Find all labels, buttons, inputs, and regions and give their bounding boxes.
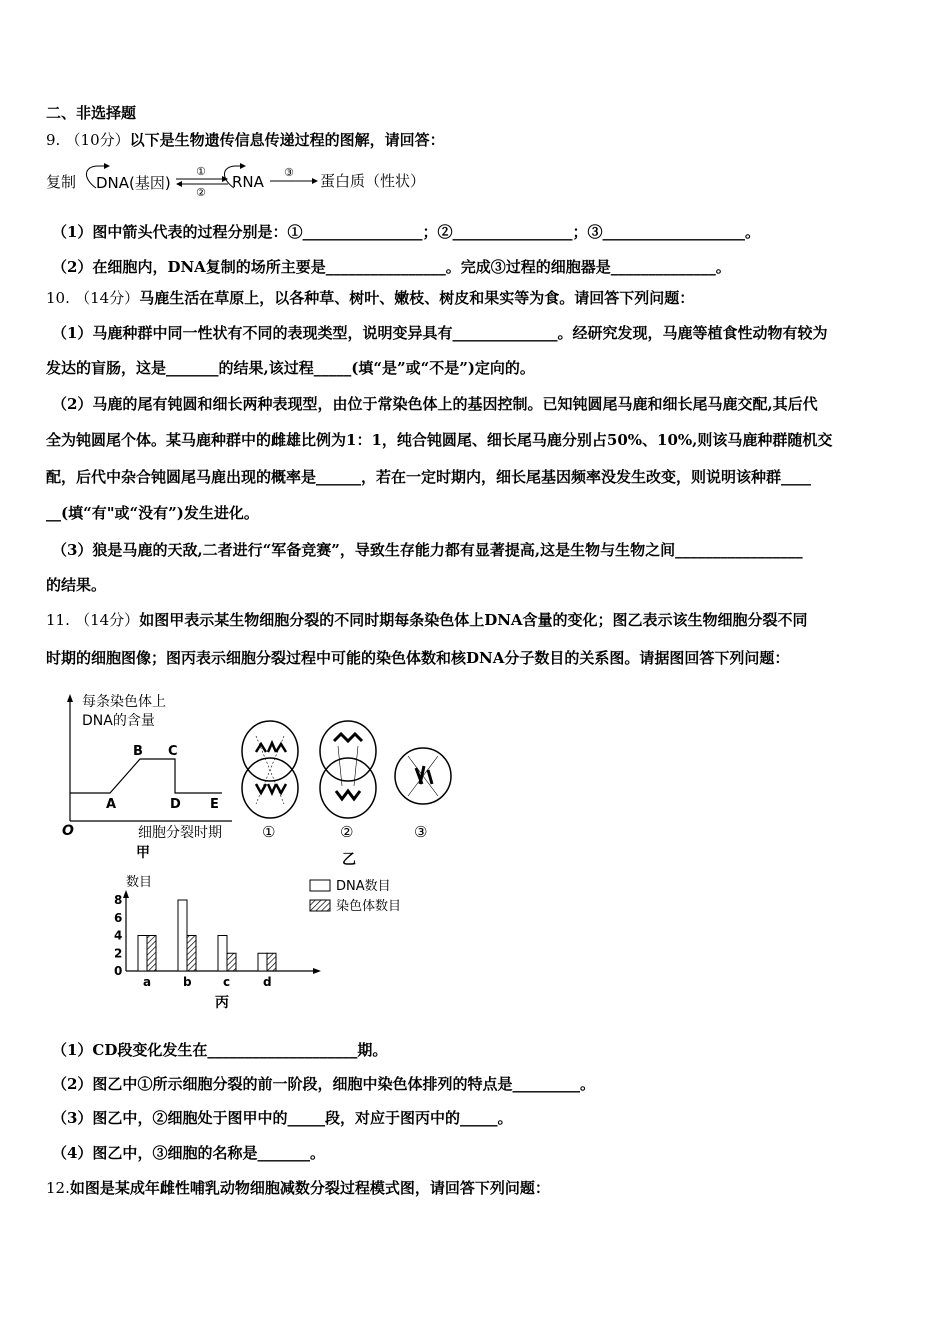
question-text: 如图是某成年雌性哺乳动物细胞减数分裂过程模式图，请回答下列问题： xyxy=(69,1179,550,1197)
cell-2-anaphase xyxy=(320,721,376,818)
question-number: 10. xyxy=(46,289,70,307)
cell-3-metaphase xyxy=(395,748,451,804)
yi-caption: 乙 xyxy=(342,852,356,866)
figure-jia-dna-content-graph xyxy=(60,688,240,860)
bing-category-d: d xyxy=(263,975,272,989)
arrow-2-label: ② xyxy=(196,186,206,199)
jia-dna-curve xyxy=(70,759,222,793)
legend-chromosome-label: 染色体数目 xyxy=(336,899,402,914)
section-title: 二、非选择题 xyxy=(46,104,137,122)
jia-point-a: A xyxy=(106,797,117,812)
question-score: （10分） xyxy=(65,131,130,149)
bing-caption: 丙 xyxy=(215,995,229,1011)
question-12-stem xyxy=(46,1178,550,1198)
bar-c-dna xyxy=(218,936,227,972)
jia-point-d: D xyxy=(170,797,181,812)
question-10-part-2-line-3: 配，后代中杂合钝圆尾马鹿出现的概率是______，若在一定时期内，细长尾基因频率没发生改变，则说明该种群____ xyxy=(46,468,812,486)
question-9-stem xyxy=(46,130,445,150)
arrowhead-icon xyxy=(240,163,246,169)
question-10-stem xyxy=(46,288,694,308)
arrowhead-icon xyxy=(313,968,321,974)
bar-b-chromosome xyxy=(187,936,196,972)
jia-point-b: B xyxy=(133,744,143,759)
arrow-3-label: ③ xyxy=(284,166,294,179)
bing-ytick-4: 4 xyxy=(114,928,123,943)
question-9-part-2: （2）在细胞内，DNA复制的场所主要是________________。完成③过程的细胞器是______________。 xyxy=(52,258,731,276)
bing-ytick-0: 0 xyxy=(114,964,123,978)
arrowhead-icon xyxy=(312,178,318,184)
jia-ylabel-line-1: 每条染色体上 xyxy=(82,694,166,710)
question-11-part-2: （2）图乙中①所示细胞分裂的前一阶段，细胞中染色体排列的特点是_________。 xyxy=(52,1075,595,1093)
arrowhead-icon xyxy=(104,163,110,169)
bing-ytick-8: 8 xyxy=(114,893,123,907)
cell-label-2: ② xyxy=(340,823,354,841)
arrowhead-icon xyxy=(123,890,129,898)
arrow-1-label: ① xyxy=(196,165,206,178)
question-text: 马鹿生活在草原上，以各种草、树叶、嫩枝、树皮和果实等为食。请回答下列问题： xyxy=(139,289,695,307)
bing-category-a: a xyxy=(143,975,152,989)
rna-label: RNA xyxy=(232,173,264,191)
question-10-part-1-line-2: 发达的盲肠，这是_______的结果,该过程_____(填“是”或“不是”)定向的。 xyxy=(46,359,535,377)
jia-ylabel-line-2: DNA的含量 xyxy=(82,713,155,729)
question-10-part-3-line-2: 的结果。 xyxy=(46,576,107,594)
bing-ylabel: 数目 xyxy=(126,875,153,890)
legend-dna-label: DNA数目 xyxy=(336,879,391,894)
question-text: 如图甲表示某生物细胞分裂的不同时期每条染色体上DNA含量的变化；图乙表示该生物细胞分裂不同 xyxy=(139,611,808,629)
gene-expression-diagram xyxy=(44,160,444,202)
bing-category-b: b xyxy=(183,975,192,989)
bing-ytick-6: 6 xyxy=(114,910,123,925)
jia-origin: O xyxy=(62,823,74,839)
arrowhead-icon xyxy=(176,181,182,187)
bar-a-dna xyxy=(138,936,147,972)
replicate-label: 复制 xyxy=(46,173,77,191)
question-10-part-3-line-1: （3）狼是马鹿的天敌,二者进行“军备竞赛”，导致生存能力都有显著提高,这是生物与生物之间_________________ xyxy=(52,541,803,559)
question-number: 11. xyxy=(46,611,70,629)
question-11-stem-line-2: 时期的细胞图像；图丙表示细胞分裂过程中可能的染色体数和核DNA分子数目的关系图。请据图回答下列问题： xyxy=(46,649,790,667)
question-11-part-4: （4）图乙中，③细胞的名称是_______。 xyxy=(52,1144,325,1162)
question-10-part-1-line-1: （1）马鹿种群中同一性状有不同的表现类型，说明变异具有______________。经研究发现，马鹿等植食性动物有较为 xyxy=(52,324,828,342)
question-10-part-2-line-1: （2）马鹿的尾有钝圆和细长两种表现型，由位于常染色体上的基因控制。已知钝圆尾马鹿和细长尾马鹿交配,其后代 xyxy=(52,395,818,413)
bar-d-dna xyxy=(258,953,267,971)
figure-yi-cell-images xyxy=(238,716,460,866)
question-text: 以下是生物遗传信息传递过程的图解，请回答： xyxy=(129,131,445,149)
cell-label-1: ① xyxy=(262,823,276,841)
legend-dna-swatch xyxy=(310,880,330,891)
question-10-part-2-line-2: 全为钝圆尾个体。某马鹿种群中的雌雄比例为1：1，纯合钝圆尾、细长尾马鹿分别占50%、10%,则该马鹿种群随机交 xyxy=(46,431,833,449)
jia-point-e: E xyxy=(210,797,219,812)
legend-chromosome-swatch xyxy=(310,900,330,911)
question-11-part-3: （3）图乙中，②细胞处于图甲中的_____段，对应于图丙中的_____。 xyxy=(52,1109,513,1127)
bar-c-chromosome xyxy=(227,953,236,971)
protein-label: 蛋白质（性状） xyxy=(320,172,426,190)
bing-ytick-2: 2 xyxy=(114,946,123,961)
question-number: 12. xyxy=(46,1179,70,1197)
bar-a-chromosome xyxy=(147,936,156,972)
question-10-part-2-line-4: __(填“有"或“没有”)发生进化。 xyxy=(46,504,259,522)
question-number: 9. xyxy=(46,131,61,149)
jia-xlabel: 细胞分裂时期 xyxy=(138,825,222,841)
bar-d-chromosome xyxy=(267,953,276,971)
question-11-stem-line-1 xyxy=(46,610,808,630)
dna-label: DNA(基因) xyxy=(96,174,171,192)
question-9-part-1: （1）图中箭头代表的过程分别是：①________________；②________________；③___________________。 xyxy=(52,223,760,241)
question-score: （14分） xyxy=(75,611,140,629)
cell-label-3: ③ xyxy=(414,823,428,841)
jia-point-c: C xyxy=(168,744,178,759)
question-score: （14分） xyxy=(75,289,140,307)
bar-b-dna xyxy=(178,900,187,971)
cell-1-anaphase xyxy=(242,721,298,818)
jia-caption: 甲 xyxy=(136,845,150,860)
bing-category-c: c xyxy=(223,975,231,989)
question-11-part-1: （1）CD段变化发生在____________________期。 xyxy=(52,1041,388,1059)
arrowhead-icon xyxy=(67,694,73,702)
figure-bing-bar-chart xyxy=(100,866,440,1014)
